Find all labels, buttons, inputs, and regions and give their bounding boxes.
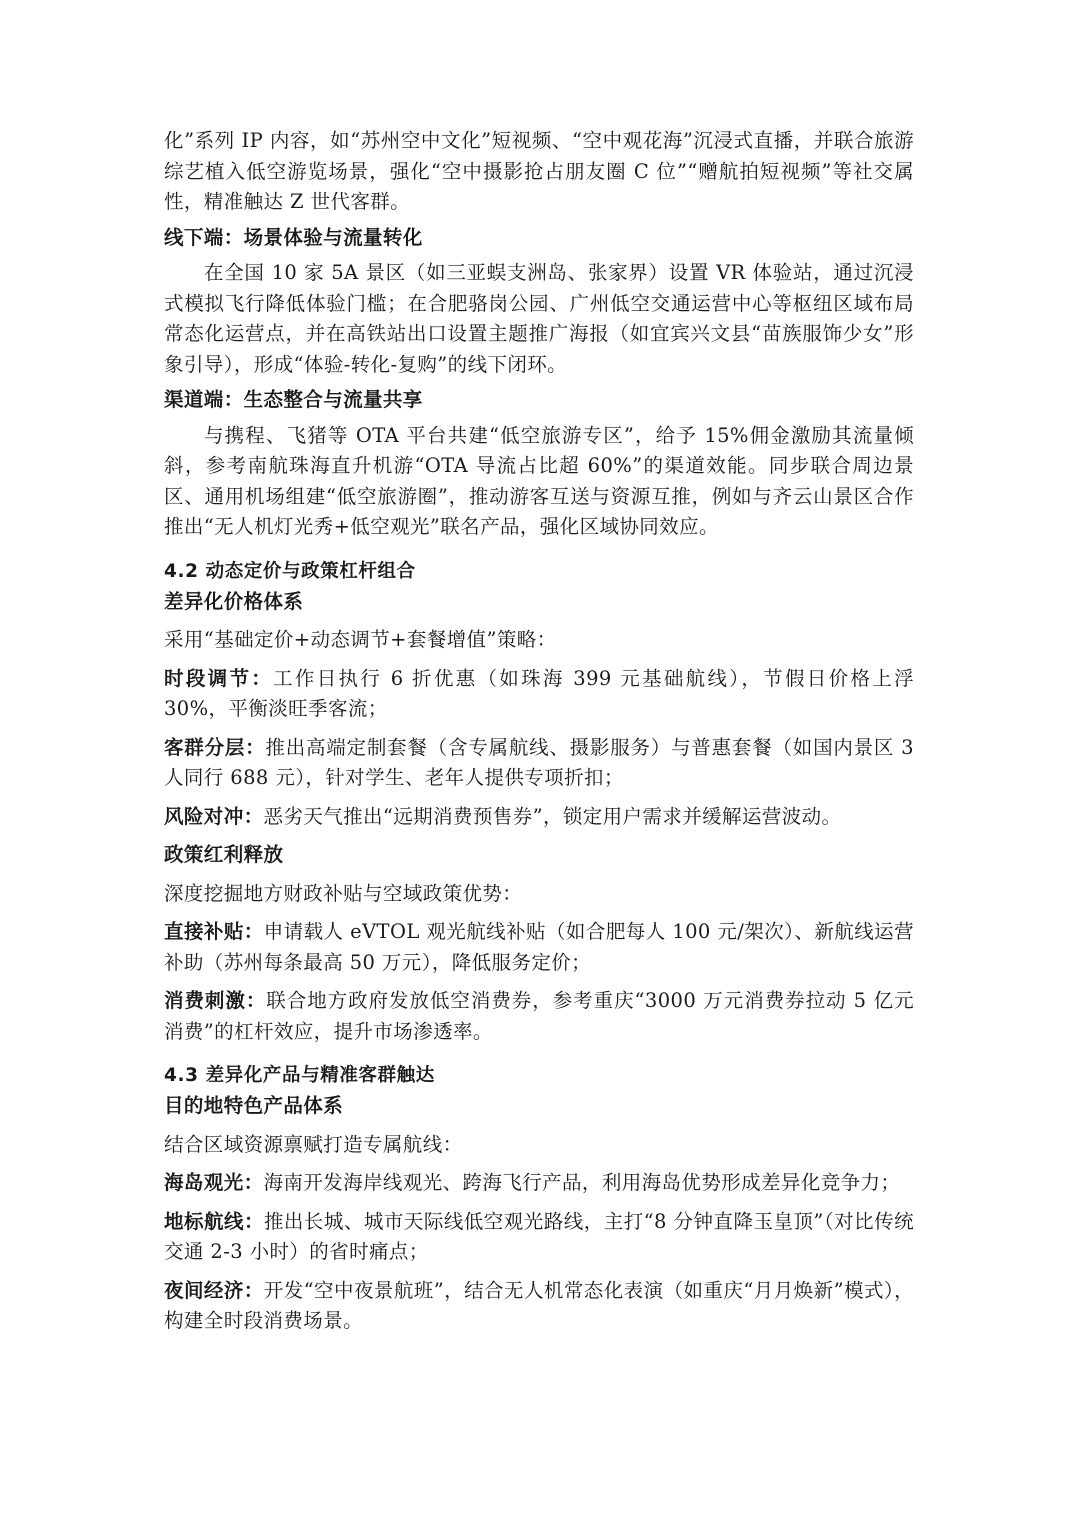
- list-item-text: 联合地方政府发放低空消费券，参考重庆“3000 万元消费券拉动 5 亿元消费”的杠杆效应，提升市场渗透率。: [164, 989, 914, 1043]
- list-item-text: 申请载人 eVTOL 观光航线补贴（如合肥每人 100 元/架次）、新航线运营补助（苏州每条最高 50 万元），降低服务定价；: [164, 920, 914, 974]
- list-item-text: 海南开发海岸线观光、跨海飞行产品，利用海岛优势形成差异化竞争力；: [263, 1171, 901, 1194]
- paragraph-continuation: 化”系列 IP 内容，如“苏州空中文化”短视频、“空中观花海”沉浸式直播，并联合旅游综艺植入低空游览场景，强化“空中摄影抢占朋友圈 C 位”“赠航拍短视频”等社交属性，精准触达 Z 世代客群。: [164, 129, 914, 213]
- list-item-island-sightseeing: [164, 1168, 914, 1199]
- list-item-landmark-route: [164, 1207, 914, 1268]
- document-page: [164, 126, 914, 1337]
- list-item-text: 恶劣天气推出“远期消费预售券”，锁定用户需求并缓解运营波动。: [263, 804, 842, 828]
- subheading-policy: 政策红利释放: [164, 843, 284, 866]
- paragraph-policy-intro: 深度挖掘地方财政补贴与空域政策优势：: [164, 881, 523, 905]
- list-item-risk-hedge: [164, 802, 914, 833]
- section-heading-4-3: 4.3 差异化产品与精准客群触达: [164, 1065, 435, 1086]
- subheading-price-system: 差异化价格体系: [164, 589, 304, 613]
- list-item-text: 推出高端定制套餐（含专属航线、摄影服务）与普惠套餐（如国内景区 3 人同行 688 元），针对学生、老年人提供专项折扣；: [164, 735, 914, 789]
- list-item-label: 风险对冲：: [164, 804, 264, 828]
- list-item-time-adjust: [164, 664, 914, 725]
- list-item-consumption-stimulus: [164, 986, 914, 1047]
- list-item-text: 工作日执行 6 折优惠（如珠海 399 元基础航线），节假日价格上浮 30%，平衡淡旺季客流；: [164, 666, 914, 720]
- list-item-direct-subsidy: [164, 917, 914, 978]
- list-item-text: 开发“空中夜景航班”，结合无人机常态化表演（如重庆“月月焕新”模式），构建全时段消费场景。: [164, 1278, 914, 1332]
- list-item-label: 客群分层：: [164, 735, 266, 759]
- list-item-label: 海岛观光：: [164, 1171, 264, 1194]
- subheading-offline: 线下端：场景体验与流量转化: [164, 225, 423, 249]
- paragraph-offline: 在全国 10 家 5A 景区（如三亚蜈支洲岛、张家界）设置 VR 体验站，通过沉浸式模拟飞行降低体验门槛；在合肥骆岗公园、广州低空交通运营中心等枢纽区域布局常态化运营点，并在高铁站出口设置主题推广海报（如宜宾兴文县“苗族服饰少女”形象引导），形成“体验-转化-复购”的线下闭环。: [164, 261, 914, 376]
- paragraph-channel: 与携程、飞猪等 OTA 平台共建“低空旅游专区”，给予 15%佣金激励其流量倾斜，参考南航珠海直升机游“OTA 导流占比超 60%”的渠道效能。同步联合周边景区、通用机场组建“低空旅游圈”，推动游客互送与资源互推，例如与齐云山景区合作推出“无人机灯光秀+低空观光”联名产品，强化区域协同效应。: [164, 423, 914, 538]
- list-item-segment: [164, 733, 914, 794]
- paragraph-price-intro: 采用“基础定价+动态调节+套餐增值”策略：: [164, 628, 557, 651]
- subheading-channel: 渠道端：生态整合与流量共享: [164, 388, 423, 411]
- paragraph-destination-intro: 结合区域资源禀赋打造专属航线：: [164, 1132, 463, 1156]
- list-item-text: 推出长城、城市天际线低空观光路线，主打“8 分钟直降玉皇顶”（对比传统交通 2-3 小时）的省时痛点；: [164, 1209, 914, 1263]
- list-item-label: 消费刺激：: [164, 989, 267, 1012]
- list-item-label: 时段调节：: [164, 666, 274, 690]
- list-item-label: 地标航线：: [164, 1209, 264, 1233]
- subheading-destination-products: 目的地特色产品体系: [164, 1094, 344, 1117]
- section-heading-4-2: 4.2 动态定价与政策杠杆组合: [164, 560, 416, 582]
- list-item-label: 夜间经济：: [164, 1278, 264, 1302]
- list-item-night-economy: [164, 1276, 914, 1337]
- list-item-label: 直接补贴：: [164, 920, 264, 943]
